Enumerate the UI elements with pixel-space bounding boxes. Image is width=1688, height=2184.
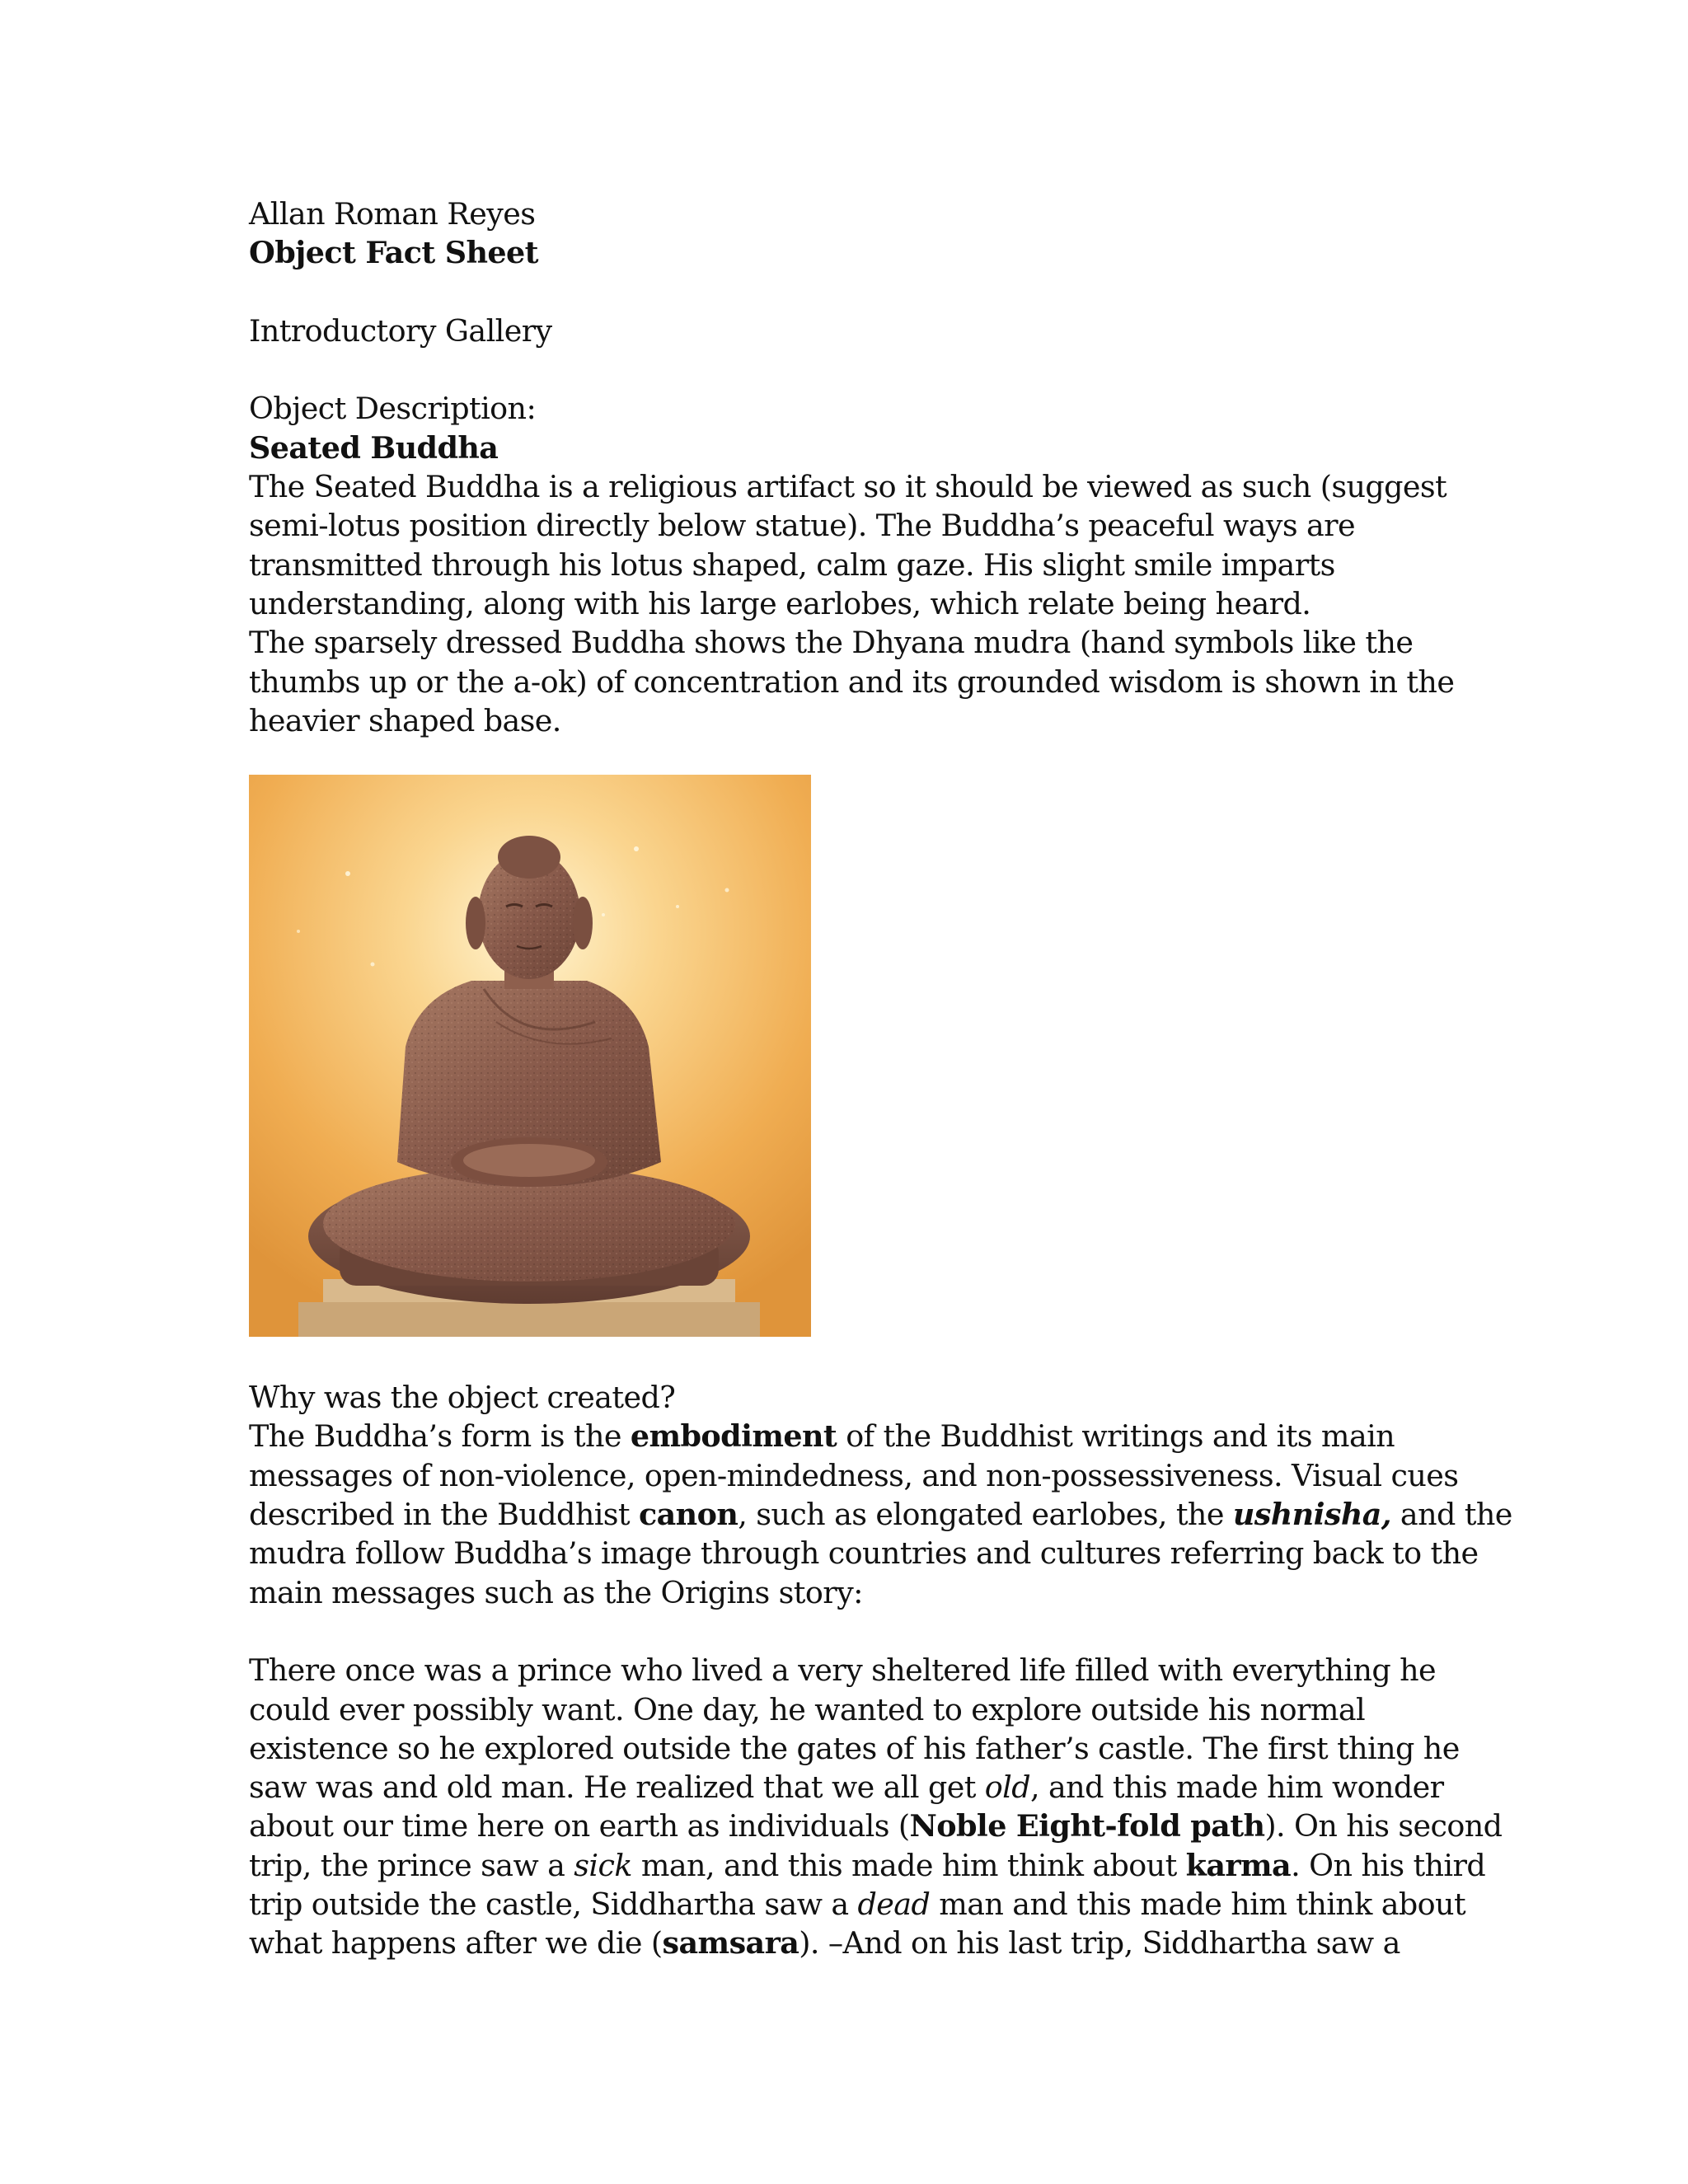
description-line: The sparsely dressed Buddha shows the Dhyana mudra (hand symbols like the (249, 625, 1414, 661)
description-line: transmitted through his lotus shaped, calm gaze. His slight smile imparts (249, 546, 1335, 583)
story-line: about our time here on earth as individuals (Noble Eight-fold path). On his second (249, 1808, 1503, 1844)
story-line: trip, the prince saw a sick man, and this made him think about karma. On his third (249, 1847, 1486, 1883)
description-line: heavier shaped base. (249, 702, 561, 738)
description-line: semi-lotus position directly below statue). The Buddha’s peaceful ways are (249, 508, 1355, 544)
object-name: Seated Buddha (249, 429, 499, 466)
seated-buddha-photo (249, 775, 811, 1337)
story-line: what happens after we die (samsara). –And on his last trip, Siddhartha saw a (249, 1925, 1400, 1961)
story-line: There once was a prince who lived a very sheltered life filled with everything he (249, 1652, 1437, 1689)
description-line: understanding, along with his large earlobes, which relate being heard. (249, 585, 1311, 621)
description-line: The Seated Buddha is a religious artifact so it should be viewed as such (suggest (249, 469, 1447, 505)
why-line: The Buddha’s form is the embodiment of the Buddhist writings and its main (249, 1418, 1395, 1455)
story-line: existence so he explored outside the gates of his father’s castle. The first thing he (249, 1730, 1460, 1766)
author-name: Allan Roman Reyes (249, 196, 536, 232)
document-body (249, 194, 1512, 1963)
why-line: described in the Buddhist canon, such as elongated earlobes, the ushnisha, and the (249, 1497, 1512, 1533)
story-line: trip outside the castle, Siddhartha saw a dead man and this made him think about (249, 1886, 1466, 1923)
buddha-statue-illustration (249, 775, 811, 1337)
description-line: thumbs up or the a-ok) of concentration and its grounded wisdom is shown in the (249, 663, 1455, 700)
story-line: could ever possibly want. One day, he wanted to explore outside his normal (249, 1691, 1366, 1727)
sheet-title: Object Fact Sheet (249, 235, 538, 271)
description-label: Object Description: (249, 391, 537, 427)
why-line: mudra follow Buddha’s image through countries and cultures referring back to the (249, 1535, 1479, 1572)
gallery-name: Introductory Gallery (249, 312, 552, 349)
why-line: main messages such as the Origins story: (249, 1574, 863, 1610)
why-line: messages of non-violence, open-mindedness, and non-possessiveness. Visual cues (249, 1457, 1459, 1493)
story-line: saw was and old man. He realized that we all get old, and this made him wonder (249, 1769, 1444, 1806)
why-question: Why was the object created? (249, 1380, 676, 1416)
